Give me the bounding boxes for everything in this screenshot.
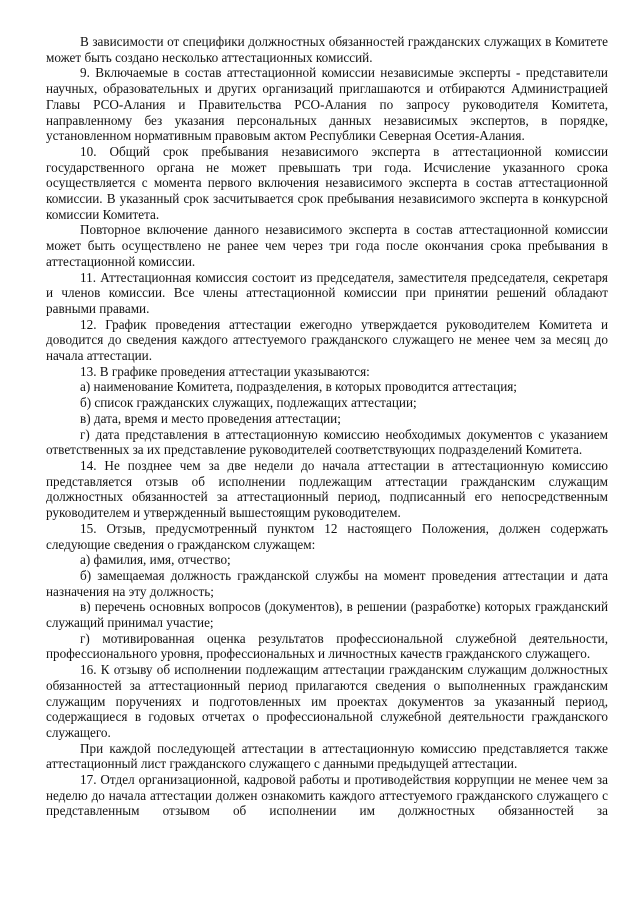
- paragraph-item-15-g: г) мотивированная оценка результатов профессиональной служебной деятельности, профессионального уровня, профессиональных и личностных качеств гражданского служащего.: [46, 630, 608, 662]
- paragraph-item-12: 12. График проведения аттестации ежегодно утверждается руководителем Комитета и доводится до сведения каждого аттестуемого гражданского служащего не менее чем за месяц до начала аттестации.: [46, 316, 608, 364]
- paragraph-item-15-b: б) замещаемая должность гражданской службы на момент проведения аттестации и дата назначения на эту должность;: [46, 567, 608, 599]
- paragraph-item-15-v: в) перечень основных вопросов (документов), в решении (разработке) которых гражданский служащий принимал участие;: [46, 599, 608, 631]
- paragraph-repeat-inclusion: Повторное включение данного независимого эксперта в состав аттестационной комиссии может быть осуществлено не ранее чем через три года после окончания срока пребывания в аттестационной комиссии.: [46, 222, 608, 269]
- paragraph-item-13-g: г) дата представления в аттестационную комиссию необходимых документов с указанием ответственных за их представление руководителей соответствующих подразделений Комитета.: [46, 426, 608, 458]
- paragraph-item-15-a: а) фамилия, имя, отчество;: [80, 552, 231, 568]
- paragraph-previous-attestation: При каждой последующей аттестации в аттестационную комиссию представляется также аттестационный лист гражданского служащего с данными предыдущей аттестации.: [46, 740, 608, 772]
- paragraph-item-13-b: б) список гражданских служащих, подлежащих аттестации;: [80, 395, 417, 411]
- paragraph-item-10: 10. Общий срок пребывания независимого эксперта в аттестационной комиссии государственного органа не может превышать три года. Исчисление указанного срока осуществляется с момента первого включения независимого эксперта в состав аттестационной комиссии. В указанный срок засчитывается срок пребывания независимого эксперта в конкурсной комиссии Комитета.: [46, 143, 608, 222]
- paragraph-item-16: 16. К отзыву об исполнении подлежащим аттестации гражданским служащим должностных обязанностей за аттестационный период прилагаются сведения о выполненных гражданским служащим поручениях и подготовленных им проектах документов за указанный период, содержащиеся в годовых отчетах о профессиональной служебной деятельности гражданского служащего.: [46, 662, 608, 740]
- paragraph-item-9: 9. Включаемые в состав аттестационной комиссии независимые эксперты - представители научных, образовательных и других организаций приглашаются и отбираются Администрацией Главы РСО-Алания и Правительства РСО-Алания по запросу руководителя Комитета, направленному без указания персональных данных независимых экспертов, в порядке, установленном нормативным правовым актом Республики Северная Осетия-Алания.: [46, 65, 608, 144]
- paragraph-commissions-intro: В зависимости от специфики должностных обязанностей гражданских служащих в Комитете может быть создано несколько аттестационных комиссий.: [46, 34, 608, 65]
- paragraph-item-13: 13. В графике проведения аттестации указываются:: [80, 363, 370, 379]
- paragraph-item-17: 17. Отдел организационной, кадровой работы и противодействия коррупции не менее чем за неделю до начала аттестации должен ознакомить каждого аттестуемого гражданского служащего с представленным отзывом об исполнении им должностных обязанностей за: [46, 772, 608, 819]
- paragraph-item-13-a: а) наименование Комитета, подразделения, в которых проводится аттестация;: [80, 379, 517, 395]
- document-page: [46, 34, 608, 819]
- paragraph-item-15: 15. Отзыв, предусмотренный пунктом 12 настоящего Положения, должен содержать следующие сведения о гражданском служащем:: [46, 520, 608, 552]
- paragraph-item-11: 11. Аттестационная комиссия состоит из председателя, заместителя председателя, секретаря и членов комиссии. Все члены аттестационной комиссии при принятии решений обладают равными правами.: [46, 269, 608, 316]
- paragraph-item-13-v: в) дата, время и место проведения аттестации;: [80, 410, 341, 426]
- paragraph-item-14: 14. Не позднее чем за две недели до начала аттестации в аттестационную комиссию представляется отзыв об исполнении подлежащим аттестации гражданским служащим должностных обязанностей за аттестационный период, подписанный его непосредственным руководителем и утвержденный вышестоящим руководителем.: [46, 457, 608, 521]
